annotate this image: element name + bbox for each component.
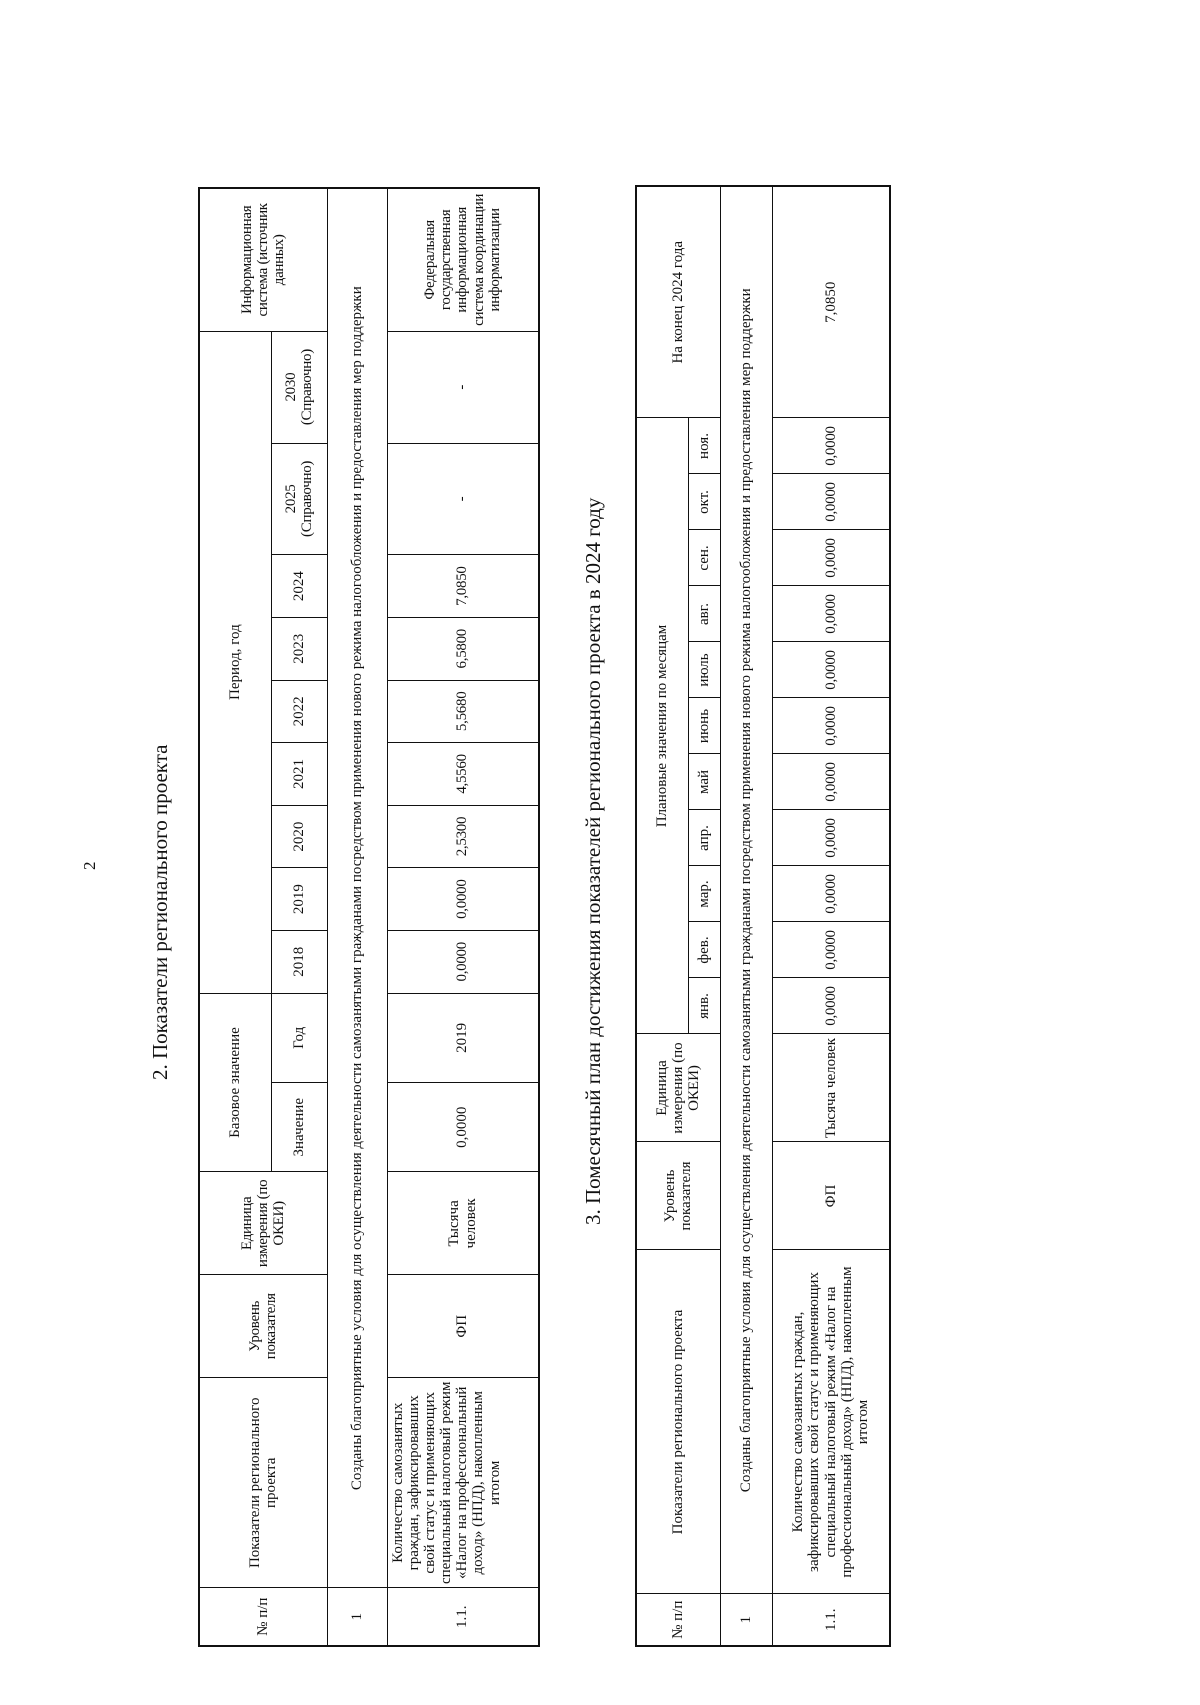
month-header: апр. <box>688 810 720 866</box>
table-row <box>387 188 539 1646</box>
year-header: 2030 (Справочно) <box>271 331 327 443</box>
monthly-plan-table <box>635 185 891 1647</box>
row-month-value: 0,0000 <box>772 754 890 810</box>
row-indicator-text: Количество самозанятых граждан, зафиксировавших свой статус и применяющих специальный налоговый режим «Налог на профессиональный доход» (НПД), накопленным итогом <box>389 1381 503 1585</box>
row-value: 5,5680 <box>387 680 539 743</box>
indicators-table <box>198 187 540 1647</box>
col-indicator-header: Показатели регионального проекта <box>636 1250 720 1594</box>
row-value: 0,0000 <box>387 930 539 993</box>
group-row <box>327 188 387 1646</box>
year-header: 2018 <box>271 930 327 993</box>
row-indicator <box>387 1378 539 1588</box>
col-num-header: № п/п <box>199 1588 327 1646</box>
month-header: ноя. <box>688 418 720 474</box>
col-base-value-header: Значение <box>271 1083 327 1172</box>
year-header: 2021 <box>271 743 327 806</box>
row-year-end: 7,0850 <box>772 186 890 418</box>
col-monthly-header: Плановые значения по месяцам <box>636 418 688 1034</box>
month-header: янв. <box>688 978 720 1034</box>
row-month-value: 0,0000 <box>772 474 890 530</box>
col-indicator-header: Показатели регионального проекта <box>199 1378 327 1588</box>
row-month-value: 0,0000 <box>772 810 890 866</box>
row-value: - <box>387 443 539 555</box>
row-base-value: 0,0000 <box>387 1083 539 1172</box>
row-value: 2,5300 <box>387 805 539 868</box>
row-month-value: 0,0000 <box>772 586 890 642</box>
month-header: авг. <box>688 586 720 642</box>
group-num: 1 <box>327 1588 387 1646</box>
month-header: окт. <box>688 474 720 530</box>
year-header: 2023 <box>271 617 327 680</box>
row-num: 1.1. <box>772 1594 890 1646</box>
group-text: Созданы благоприятные условия для осуществления деятельности самозанятыми гражданами посредством применения нового режима налогообложения и предоставления мер поддержки <box>720 186 772 1594</box>
month-header: май <box>688 754 720 810</box>
page-number: 2 <box>80 861 99 870</box>
group-text: Созданы благоприятные условия для осуществления деятельности самозанятыми гражданами посредством применения нового режима налогообложения и предоставления мер поддержки <box>327 188 387 1588</box>
year-header: 2019 <box>271 868 327 931</box>
row-month-value: 0,0000 <box>772 418 890 474</box>
group-row <box>720 186 772 1646</box>
header-row-1 <box>199 188 271 1646</box>
year-header: 2025 (Справочно) <box>271 443 327 555</box>
row-indicator: Количество самозанятых граждан, зафиксировавших свой статус и применяющих специальный налоговый режим «Налог на профессиональный доход» (НПД), накопленным итогом <box>772 1250 890 1594</box>
year-header: 2020 <box>271 805 327 868</box>
row-value: 0,0000 <box>387 868 539 931</box>
col-unit-header: Единица измерения (по ОКЕИ) <box>199 1172 327 1275</box>
col-level-header: Уровень показателя <box>199 1275 327 1378</box>
row-value: 6,5800 <box>387 617 539 680</box>
row-month-value: 0,0000 <box>772 978 890 1034</box>
col-num-header: № п/п <box>636 1594 720 1646</box>
header-row-1 <box>636 186 688 1646</box>
col-level-header: Уровень показателя <box>636 1142 720 1250</box>
row-base-year: 2019 <box>387 993 539 1082</box>
row-level: ФП <box>387 1275 539 1378</box>
row-month-value: 0,0000 <box>772 866 890 922</box>
row-level: ФП <box>772 1142 890 1250</box>
row-source: Федеральная государственная информационная система координации информатизации <box>387 188 539 331</box>
col-base-year-header: Год <box>271 993 327 1082</box>
col-period-header: Период, год <box>199 331 271 993</box>
row-month-value: 0,0000 <box>772 642 890 698</box>
row-value: 4,5560 <box>387 743 539 806</box>
col-source-header: Информационная система (источник данных) <box>199 188 327 331</box>
year-header: 2024 <box>271 555 327 618</box>
row-unit: Тысяча человек <box>387 1172 539 1275</box>
table-row <box>772 186 890 1646</box>
month-header: сен. <box>688 530 720 586</box>
row-num: 1.1. <box>387 1588 539 1646</box>
col-base-header: Базовое значение <box>199 993 271 1172</box>
month-header: мар. <box>688 866 720 922</box>
month-header: июнь <box>688 698 720 754</box>
section-3-heading: 3. Помесячный план достижения показателей регионального проекта в 2024 году <box>581 497 605 1225</box>
section-2-heading: 2. Показатели регионального проекта <box>148 744 172 1080</box>
row-unit: Тысяча человек <box>772 1034 890 1142</box>
col-year-end-header: На конец 2024 года <box>636 186 720 418</box>
col-unit-header: Единица измерения (по ОКЕИ) <box>636 1034 720 1142</box>
year-header: 2022 <box>271 680 327 743</box>
group-num: 1 <box>720 1594 772 1646</box>
month-header: фев. <box>688 922 720 978</box>
row-value: - <box>387 331 539 443</box>
row-month-value: 0,0000 <box>772 922 890 978</box>
row-month-value: 0,0000 <box>772 698 890 754</box>
month-header: июль <box>688 642 720 698</box>
row-value: 7,0850 <box>387 555 539 618</box>
row-month-value: 0,0000 <box>772 530 890 586</box>
